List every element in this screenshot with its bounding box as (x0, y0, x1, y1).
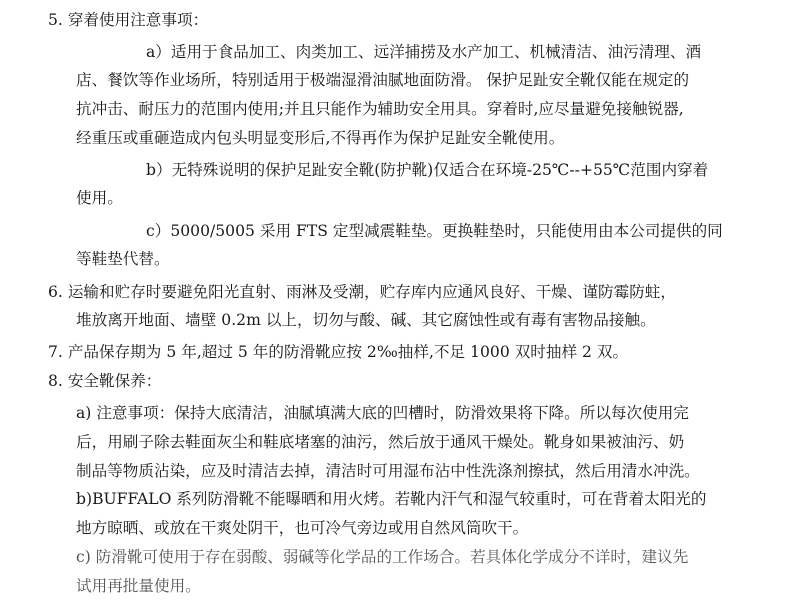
item-c-line-2: 等鞋垫代替。 (76, 250, 170, 268)
item-a-line-3: 抗冲击、耐压力的范围内使用;并且只能作为辅助安全用具。穿着时,应尽量避免接触锐器, (76, 100, 684, 118)
care-b-line-1: b)BUFFALO 系列防滑靴不能曝晒和用火烤。若靴内汗气和湿气较重时，可在背着太阳光的 (76, 490, 707, 508)
section-7-line: 7. 产品保存期为 5 年,超过 5 年的防滑靴应按 2‰抽样,不足 1000 双时抽样 2 双。 (48, 343, 629, 361)
item-a-line-2: 店、餐饮等作业场所，特别适用于极端湿滑油腻地面防滑。 保护足趾安全靴仅能在规定的 (76, 71, 690, 89)
item-a-line-4: 经重压或重砸造成内包头明显变形后,不得再作为保护足趾安全靴使用。 (76, 129, 565, 147)
care-a-line-1: a) 注意事项：保持大底清洁，油腻填满大底的凹槽时，防滑效果将下降。所以每次使用完 (76, 404, 689, 422)
item-c-line-1: c）5000/5005 采用 FTS 定型减震鞋垫。更换鞋垫时，只能使用由本公司提供的同 (146, 222, 723, 240)
care-a-line-2: 后，用刷子除去鞋面灰尘和鞋底堵塞的油污，然后放于通风干燥处。靴身如果被油污、奶 (76, 433, 685, 451)
section-8-heading: 8. 安全靴保养： (48, 372, 162, 390)
care-c-line-1: c) 防滑靴可使用于存在弱酸、弱碱等化学品的工作场合。若具体化学成分不详时，建议先 (76, 548, 689, 566)
item-b-line-2: 使用。 (76, 189, 123, 207)
section-6-line-2: 堆放离开地面、墙壁 0.2m 以上，切勿与酸、碱、其它腐蚀性或有毒有害物品接触。 (76, 311, 656, 329)
item-b-line-1: b）无特殊说明的保护足趾安全靴(防护靴)仅适合在环境-25℃--+55℃范围内穿着 (146, 161, 709, 179)
care-c-line-2: 试用再批量使用。 (76, 577, 201, 595)
item-a-line-1: a）适用于食品加工、肉类加工、远洋捕捞及水产加工、机械清洁、油污清理、酒 (146, 43, 702, 61)
section-6-line-1: 6. 运输和贮存时要避免阳光直射、雨淋及受潮，贮存库内应通风良好、干燥、谨防霉防蛀， (48, 283, 676, 301)
care-a-line-3: 制品等物质沾染，应及时清洁去掉，清洁时可用湿布沾中性洗涤剂擦拭，然后用清水冲洗。 (76, 462, 700, 480)
care-b-line-2: 地方晾晒、或放在干爽处阴干，也可冷气旁边或用自然风筒吹干。 (76, 519, 529, 537)
section-5-heading: 5. 穿着使用注意事项： (48, 11, 209, 29)
